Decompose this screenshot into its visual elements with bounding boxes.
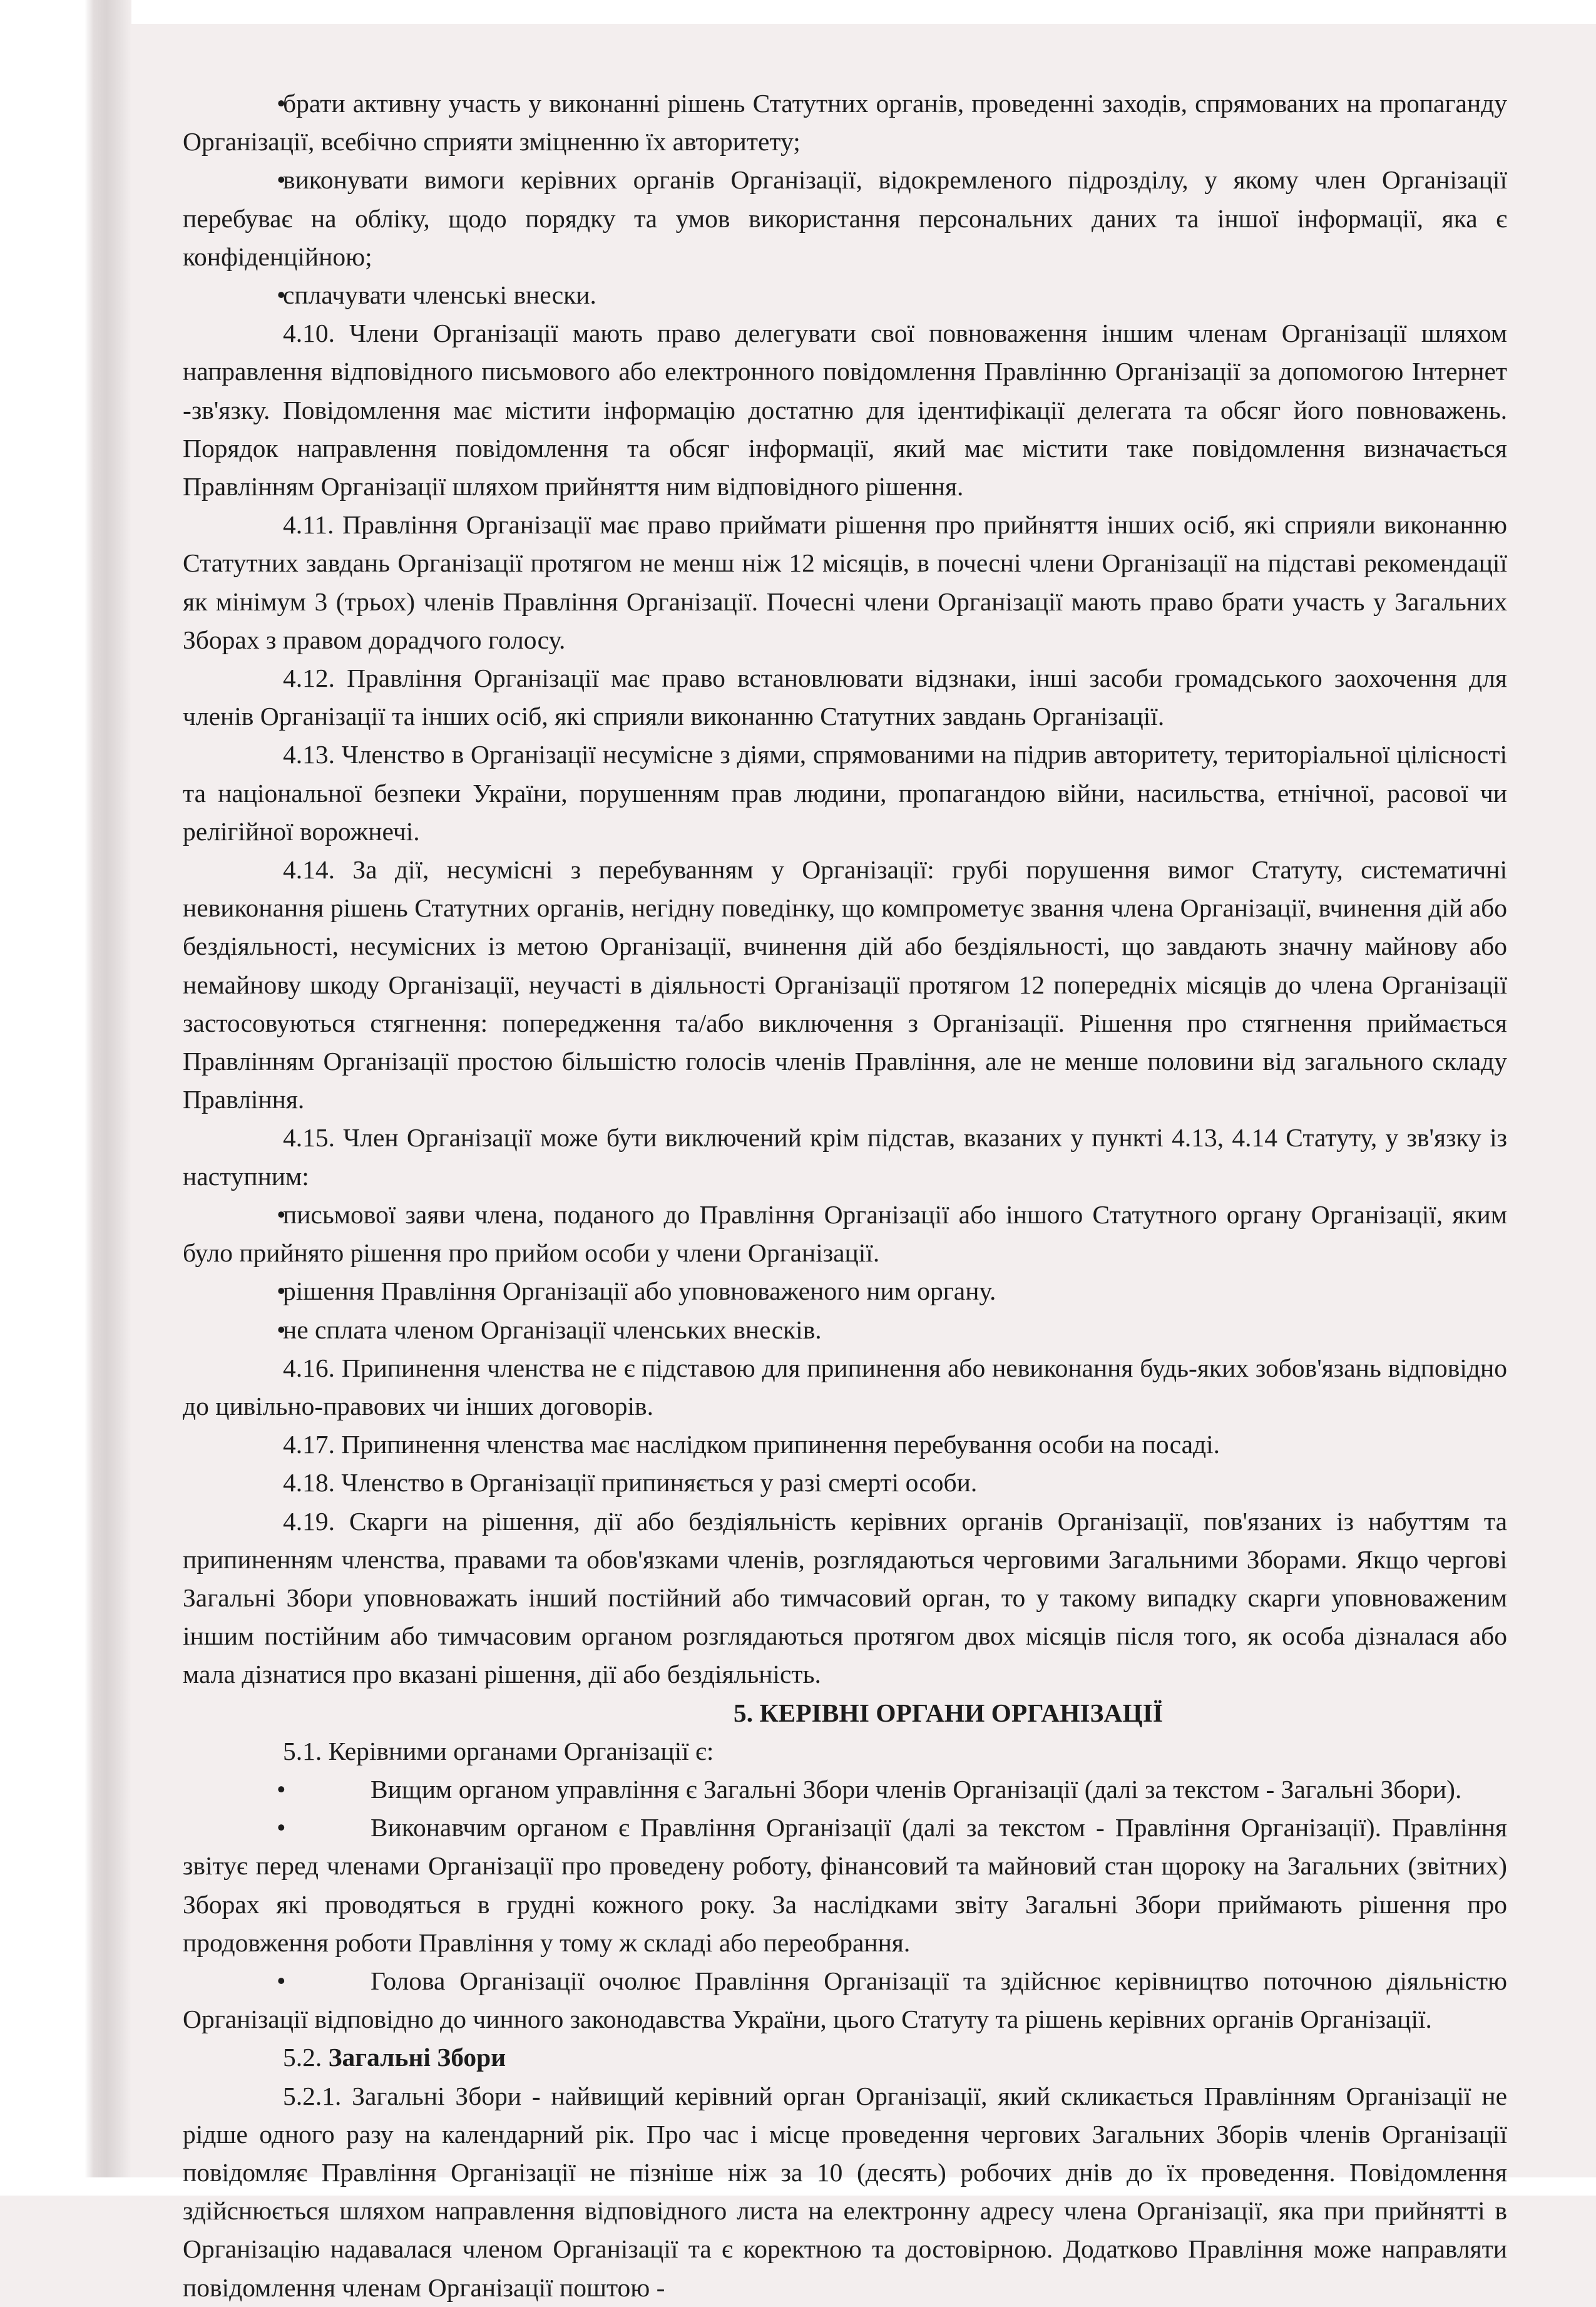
document-page xyxy=(183,85,1507,2307)
clause-5-2 xyxy=(183,2038,1507,2077)
bullet-item: • Голова Організації очолює Правління Організації та здійснює керівництво поточною діяльністю Організації відповідно до чинного законодавства України, цього Статуту та рішень керівних органів Організації. xyxy=(183,1962,1507,2038)
bullet-item: • Виконавчим органом є Правління Організації (далі за текстом - Правління Організації). Правління звітує перед членами Організації про проведену роботу, фінансовий та майновий стан щороку на Загальних (звітних) Зборах які проводяться в грудні кожного року. За наслідками звіту Загальні Збори приймають рішення про продовження роботи Правління у тому ж складі або переобрання. xyxy=(183,1809,1507,1962)
clause-4-11: 4.11. Правління Організації має право приймати рішення про прийняття інших осіб, які сприяли виконанню Статутних завдань Організації протягом не менш ніж 12 місяців, в почесні члени Організації на підставі рекомендації як мінімум 3 (трьох) членів Правління Організації. Почесні члени Організації мають право брати участь у Загальних Зборах з правом дорадчого голосу. xyxy=(183,510,1507,654)
bullet-item: • сплачувати членські внески. xyxy=(183,276,1507,314)
clause-5-2-1: 5.2.1. Загальні Збори - найвищий керівний орган Організації, який скликається Правлінням Організації не рідше одного разу на календарний рік. Про час і місце проведення чергових Загальних Зборів членів Організації повідомляє Правління Організації не пізніше ніж за 10 (десять) робочих днів до їх проведення. Повідомлення здійснюється шляхом направлення відповідного листа на електронну адресу члена Організації, яка при прийнятті в Організацію надавалася членом Організації та є коректною та достовірною. Додатково Правління може направляти повідомлення членам Організації поштою - xyxy=(183,2081,1507,2302)
clause-4-15: 4.15. Член Організації може бути виключений крім підстав, вказаних у пункті 4.13, 4.14 Статуту, у зв'язку із наступним: xyxy=(183,1123,1507,1191)
bullet-item: • брати активну участь у виконанні рішень Статутних органів, проведенні заходів, спрямованих на пропаганду Організації, всебічно сприяти зміцненню їх авторитету; xyxy=(183,85,1507,161)
clause-4-19: 4.19. Скарги на рішення, дії або бездіяльність керівних органів Організації, пов'язаних із набуттям та припиненням членства, правами та обов'язками членів, розглядаються черговими Загальними Зборами. Якщо чергові Загальні Збори уповноважать інший постійний або тимчасовий орган, то у такому випадку скарги уповноваженим іншим постійним або тимчасовим органом розглядаються протягом двох місяців після того, як особа дізналася або мала дізнатися про вказані рішення, дії або бездіяльність. xyxy=(183,1506,1507,1689)
clause-4-10: 4.10. Члени Організації мають право делегувати свої повноваження іншим членам Організації шляхом направлення відповідного письмового або електронного повідомлення Правлінню Організації за допомогою Інтернет -зв'язку. Повідомлення має містити інформацію достатню для ідентифікації делегата та обсяг його повноважень. Порядок направлення повідомлення та обсяг інформації, який має містити таке повідомлення визначається Правлінням Організації шляхом прийняття ним відповідного рішення. xyxy=(183,319,1507,501)
clause-number: 5.2. xyxy=(283,2043,329,2072)
clause-5-1: 5.1. Керівними органами Організації є: xyxy=(283,1736,714,1765)
bullet-item: • виконувати вимоги керівних органів Організації, відокремленого підрозділу, у якому член Організації перебуває на обліку, щодо порядку та умов використання персональних даних та іншої інформації, яка є конфіденційною; xyxy=(183,161,1507,276)
clause-4-16: 4.16. Припинення членства не є підставою для припинення або невиконання будь-яких зобов'язань відповідно до цивільно-правових чи інших договорів. xyxy=(183,1353,1507,1421)
clause-4-14: 4.14. За дії, несумісні з перебуванням у Організації: грубі порушення вимог Статуту, систематичні невиконання рішень Статутних органів, негідну поведінку, що компрометує звання члена Організації, вчинення дій або бездіяльності, несумісних із метою Організації, вчинення дій або бездіяльності, що завдають значну майнову або немайнову шкоду Організації, неучасті в діяльності Організації протягом 12 попередніх місяців до члена Організації застосовуються стягнення: попередження та/або виключення з Організації. Рішення про стягнення приймається Правлінням Організації простою більшістю голосів членів Правління, але не менше половини від загального складу Правління. xyxy=(183,855,1507,1114)
scan-border-top xyxy=(0,0,1596,24)
bullet-item: • не сплата членом Організації членських внесків. xyxy=(183,1311,1507,1349)
bullet-item: • письмової заяви члена, поданого до Правління Організації або іншого Статутного органу Організації, яким було прийнято рішення про прийом особи у члени Організації. xyxy=(183,1196,1507,1272)
bullet-item: • рішення Правління Організації або уповноваженого ним органу. xyxy=(183,1272,1507,1310)
clause-4-13: 4.13. Членство в Організації несумісне з діями, спрямованими на підрив авторитету, територіальної цілісності та національної безпеки України, порушенням прав людини, пропагандою війни, насильства, етнічної, расової чи релігійної ворожнечі. xyxy=(183,740,1507,846)
clause-4-12: 4.12. Правління Організації має право встановлювати відзнаки, інші засоби громадського заохочення для членів Організації та інших осіб, які сприяли виконанню Статутних завдань Організації. xyxy=(183,664,1507,731)
scan-binding-shadow xyxy=(0,0,131,2196)
bullet-item: • Вищим органом управління є Загальні Збори членів Організації (далі за текстом - Загальні Збори). xyxy=(183,1770,1507,1809)
subsection-title: Загальні Збори xyxy=(328,2043,506,2072)
clause-4-17: 4.17. Припинення членства має наслідком припинення перебування особи на посаді. xyxy=(283,1430,1220,1459)
clause-4-18: 4.18. Членство в Організації припиняється у разі смерті особи. xyxy=(283,1468,978,1498)
section-heading: 5. КЕРІВНІ ОРГАНИ ОРГАНІЗАЦІЇ xyxy=(733,1698,1164,1727)
